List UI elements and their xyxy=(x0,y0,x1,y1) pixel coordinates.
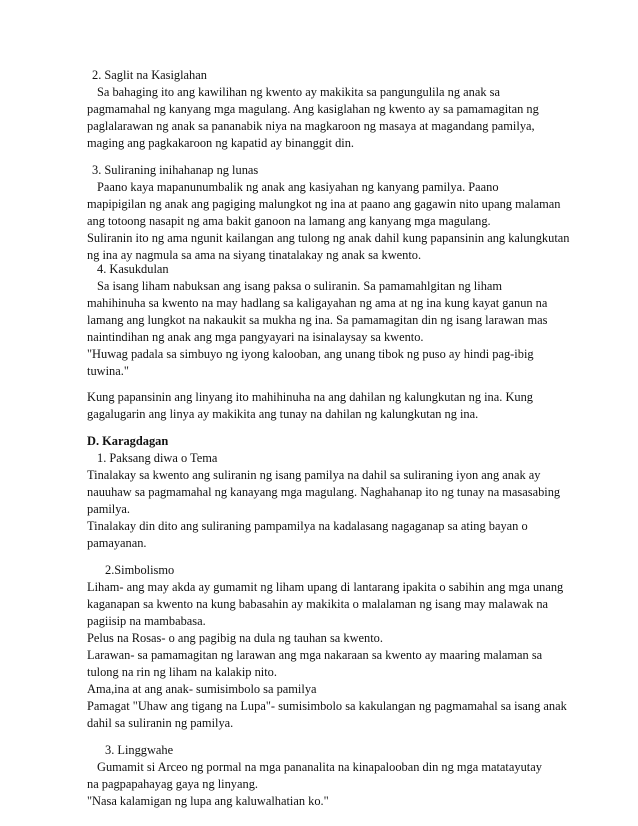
paragraph-line: tulong na rin ng liham na kalakip nito. xyxy=(87,665,277,679)
paragraph-line: pamilya. xyxy=(87,502,131,516)
paragraph-line: Ama,ina at ang anak- sumisimbolo sa pamilya xyxy=(87,682,317,696)
paragraph-line: Sa isang liham nabuksan ang isang paksa o suliranin. Sa pamamahlgitan ng liham xyxy=(97,279,503,293)
paragraph-line: Pelus na Rosas- o ang pagibig na dula ng tauhan sa kwento. xyxy=(87,631,383,645)
paragraph-line: mahihinuha sa kwento na may hadlang sa kaligayahan ng ama at ng ina kung kayat ganun na xyxy=(87,296,548,310)
paragraph-line: pagiisip na mambabasa. xyxy=(87,614,206,628)
paragraph-line: pagmamahal ng kanyang mga magulang. Ang kasiglahan ng kwento ay sa pamamagitan ng xyxy=(87,102,539,116)
paragraph-line: nauuhaw sa pagmamahal ng kanayang mga magulang. Naghahanap ito ng tunay na masasabing xyxy=(87,485,561,499)
section-heading-suliranin: 3. Suliraning inihahanap ng lunas xyxy=(92,163,259,177)
paragraph-line: tuwina." xyxy=(87,364,129,378)
paragraph-line: Suliranin ito ng ama ngunit kailangan ang tulong ng anak dahil kung papansinin ang kalungkutan xyxy=(87,231,570,245)
section-heading-saglit: 2. Saglit na Kasiglahan xyxy=(92,68,207,82)
subsection-heading-linggwahe: 3. Linggwahe xyxy=(105,743,174,757)
section-heading-kasukdulan: 4. Kasukdulan xyxy=(97,262,169,276)
paragraph-line: Tinalakay din dito ang suliraning pampamilya na kadalasang nagaganap sa ating bayan o xyxy=(87,519,528,533)
paragraph-line: lamang ang lungkot na nakaukit sa mukha ng ina. Sa pamamagitan din ng isang larawan mas xyxy=(87,313,548,327)
paragraph-line: kaganapan sa kwento na kung babasahin ay makikita o malalaman ng isang may malawak na xyxy=(87,597,549,611)
paragraph-line: paglalarawan ng anak sa pananabik niya na magkaroon ng masaya at magandang pamilya, xyxy=(87,119,535,133)
paragraph-line: Tinalakay sa kwento ang suliranin ng isang pamilya na dahil sa suliraning iyon ang anak ay xyxy=(87,468,541,482)
paragraph-line: Sa bahaging ito ang kawilihan ng kwento ay makikita sa pangungulila ng anak sa xyxy=(97,85,500,99)
paragraph-line: mapipigilan ng anak ang pagiging malungkot ng ina at paano ang gagawin nito upang malaman xyxy=(87,197,561,211)
paragraph-line: dahil sa suliranin ng pamilya. xyxy=(87,716,234,730)
paragraph-line: Pamagat "Uhaw ang tigang na Lupa"- sumisimbolo sa kakulangan ng pagmamahal sa isang anak xyxy=(87,699,567,713)
subsection-heading-paksang-diwa: 1. Paksang diwa o Tema xyxy=(97,451,218,465)
subsection-heading-simbolismo: 2.Simbolismo xyxy=(105,563,175,577)
paragraph-line: ang totoong nasapit ng ama bakit ganoon na lamang ang kanyang mga magulang. xyxy=(87,214,491,228)
paragraph-line: Kung papansinin ang linyang ito mahihinuha na ang dahilan ng kalungkutan ng ina. Kung xyxy=(87,390,533,404)
paragraph-line: Paano kaya mapanunumbalik ng anak ang kasiyahan ng kanyang pamilya. Paano xyxy=(97,180,499,194)
paragraph-line: na pagpapahayag gaya ng linyang. xyxy=(87,777,258,791)
paragraph-line: "Nasa kalamigan ng lupa ang kaluwalhatian ko." xyxy=(87,794,329,808)
paragraph-line: Gumamit si Arceo ng pormal na mga pananalita na kinapalooban din ng mga matatayutay xyxy=(97,760,542,774)
paragraph-line: maging ang pagkakaroon ng kapatid ay binanggit din. xyxy=(87,136,355,150)
paragraph-line: "Huwag padala sa simbuyo ng iyong kalooban, ang unang tibok ng puso ay hindi pag-ibig xyxy=(87,347,534,361)
paragraph-line: pamayanan. xyxy=(87,536,147,550)
paragraph-line: gagalugarin ang linya ay makikita ang tunay na dahilan ng kalungkutan ng ina. xyxy=(87,407,479,421)
paragraph-line: Larawan- sa pamamagitan ng larawan ang mga nakaraan sa kwento ay maaring malaman sa xyxy=(87,648,543,662)
paragraph-line: ng ina ay nagmula sa ama na siyang tinatalakay ng anak sa kwento. xyxy=(87,248,422,262)
paragraph-line: naintindihan ng anak ang mga pangyayari na isinalaysay sa kwento. xyxy=(87,330,424,344)
section-heading-karagdagan: D. Karagdagan xyxy=(87,434,169,448)
paragraph-line: Liham- ang may akda ay gumamit ng liham upang di lantarang ipakita o sabihin ang mga unang xyxy=(87,580,564,594)
